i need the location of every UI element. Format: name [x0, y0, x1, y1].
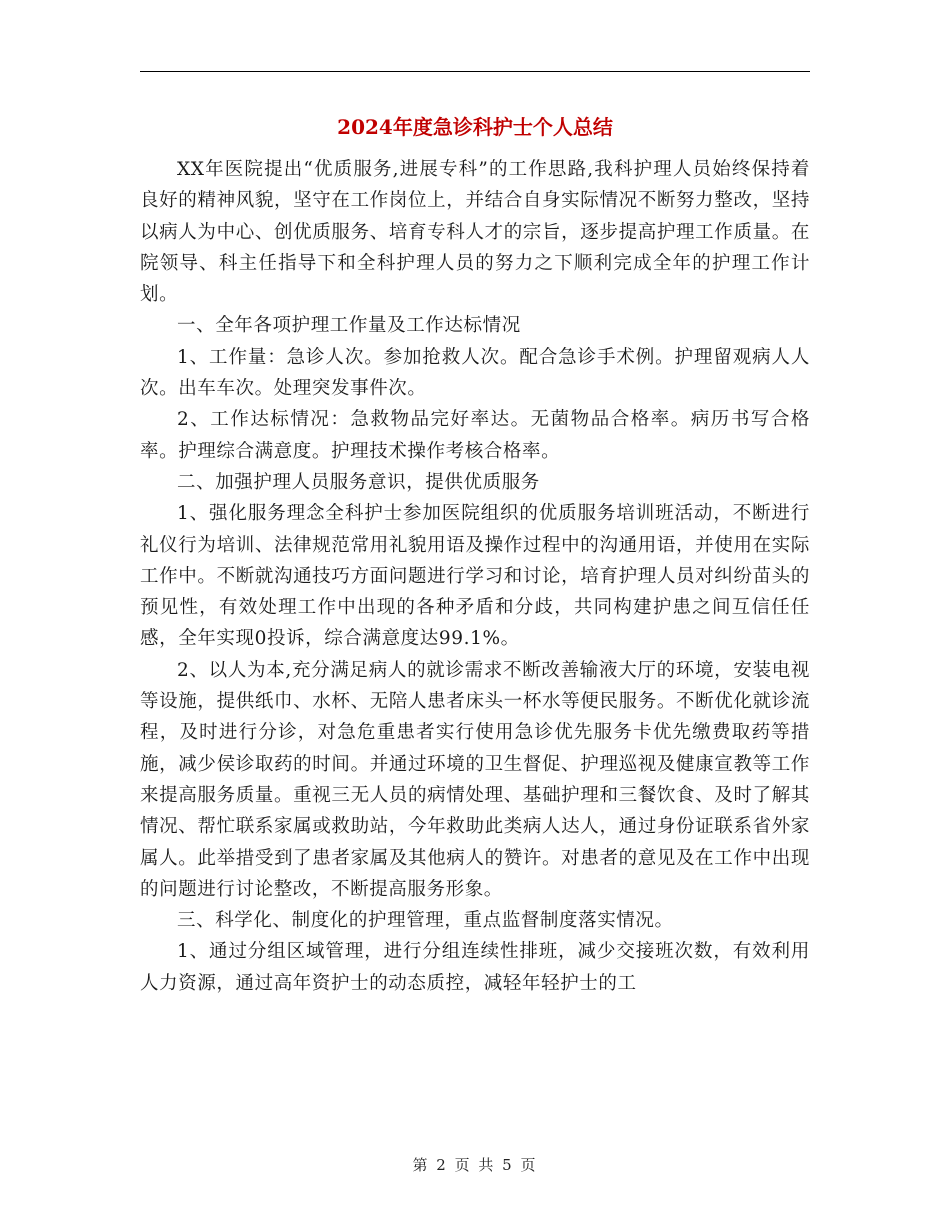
page-number: 第 2 页 共 5 页 [412, 1156, 538, 1174]
paragraph-standards: 2、工作达标情况：急救物品完好率达。无菌物品合格率。病历书写合格率。护理综合满意度。护理技术操作考核合格率。 [140, 409, 810, 462]
document-body [140, 154, 810, 999]
document-title: 2024年度急诊科护士个人总结 [337, 115, 613, 139]
paragraph-group-management: 1、通过分组区域管理，进行分组连续性排班，减少交接班次数，有效利用人力资源，通过高年资护士的动态质控，减轻年轻护士的工 [140, 941, 810, 994]
paragraph-intro: XX年医院提出“优质服务,进展专科”的工作思路,我科护理人员始终保持着良好的精神风貌，坚守在工作岗位上，并结合自身实际情况不断努力整改，坚持以病人为中心、创优质服务、培育专科人才的宗旨，逐步提高护理工作质量。在院领导、科主任指导下和全科护理人员的努力之下顺利完成全年的护理工作计划。 [140, 159, 810, 306]
header-rule [140, 71, 810, 72]
paragraph-workload: 1、工作量：急诊人次。参加抢救人次。配合急诊手术例。护理留观病人人次。出车车次。处理突发事件次。 [140, 346, 810, 400]
section-heading-management: 三、科学化、制度化的护理管理，重点监督制度落实情况。 [177, 910, 674, 932]
section-heading-service: 二、加强护理人员服务意识，提供优质服务 [177, 471, 540, 493]
paragraph-patient-centered: 2、以人为本,充分满足病人的就诊需求不断改善输液大厅的环境，安装电视等设施，提供纸巾、水杯、无陪人患者床头一杯水等便民服务。不断优化就诊流程，及时进行分诊，对急危重患者实行使用急诊优先服务卡优先缴费取药等措施，减少侯诊取药的时间。并通过环境的卫生督促、护理巡视及健康宣教等工作来提高服务质量。重视三无人员的病情处理、基础护理和三餐饮食、及时了解其情况、帮忙联系家属或救助站，今年救助此类病人达人，通过身份证联系省外家属人。此举措受到了患者家属及其他病人的赞许。对患者的意见及在工作中出现的问题进行讨论整改，不断提高服务形象。 [140, 659, 810, 900]
paragraph-service-training: 1、强化服务理念全科护士参加医院组织的优质服务培训班活动，不断进行礼仪行为培训、法律规范常用礼貌用语及操作过程中的沟通用语，并使用在实际工作中。不断就沟通技巧方面问题进行学习和讨论，培育护理人员对纠纷苗头的预见性，有效处理工作中出现的各种矛盾和分歧，共同构建护患之间互信任任感，全年实现0投诉，综合满意度达99.1%。 [140, 503, 810, 650]
section-heading-workload: 一、全年各项护理工作量及工作达标情况 [177, 315, 521, 337]
